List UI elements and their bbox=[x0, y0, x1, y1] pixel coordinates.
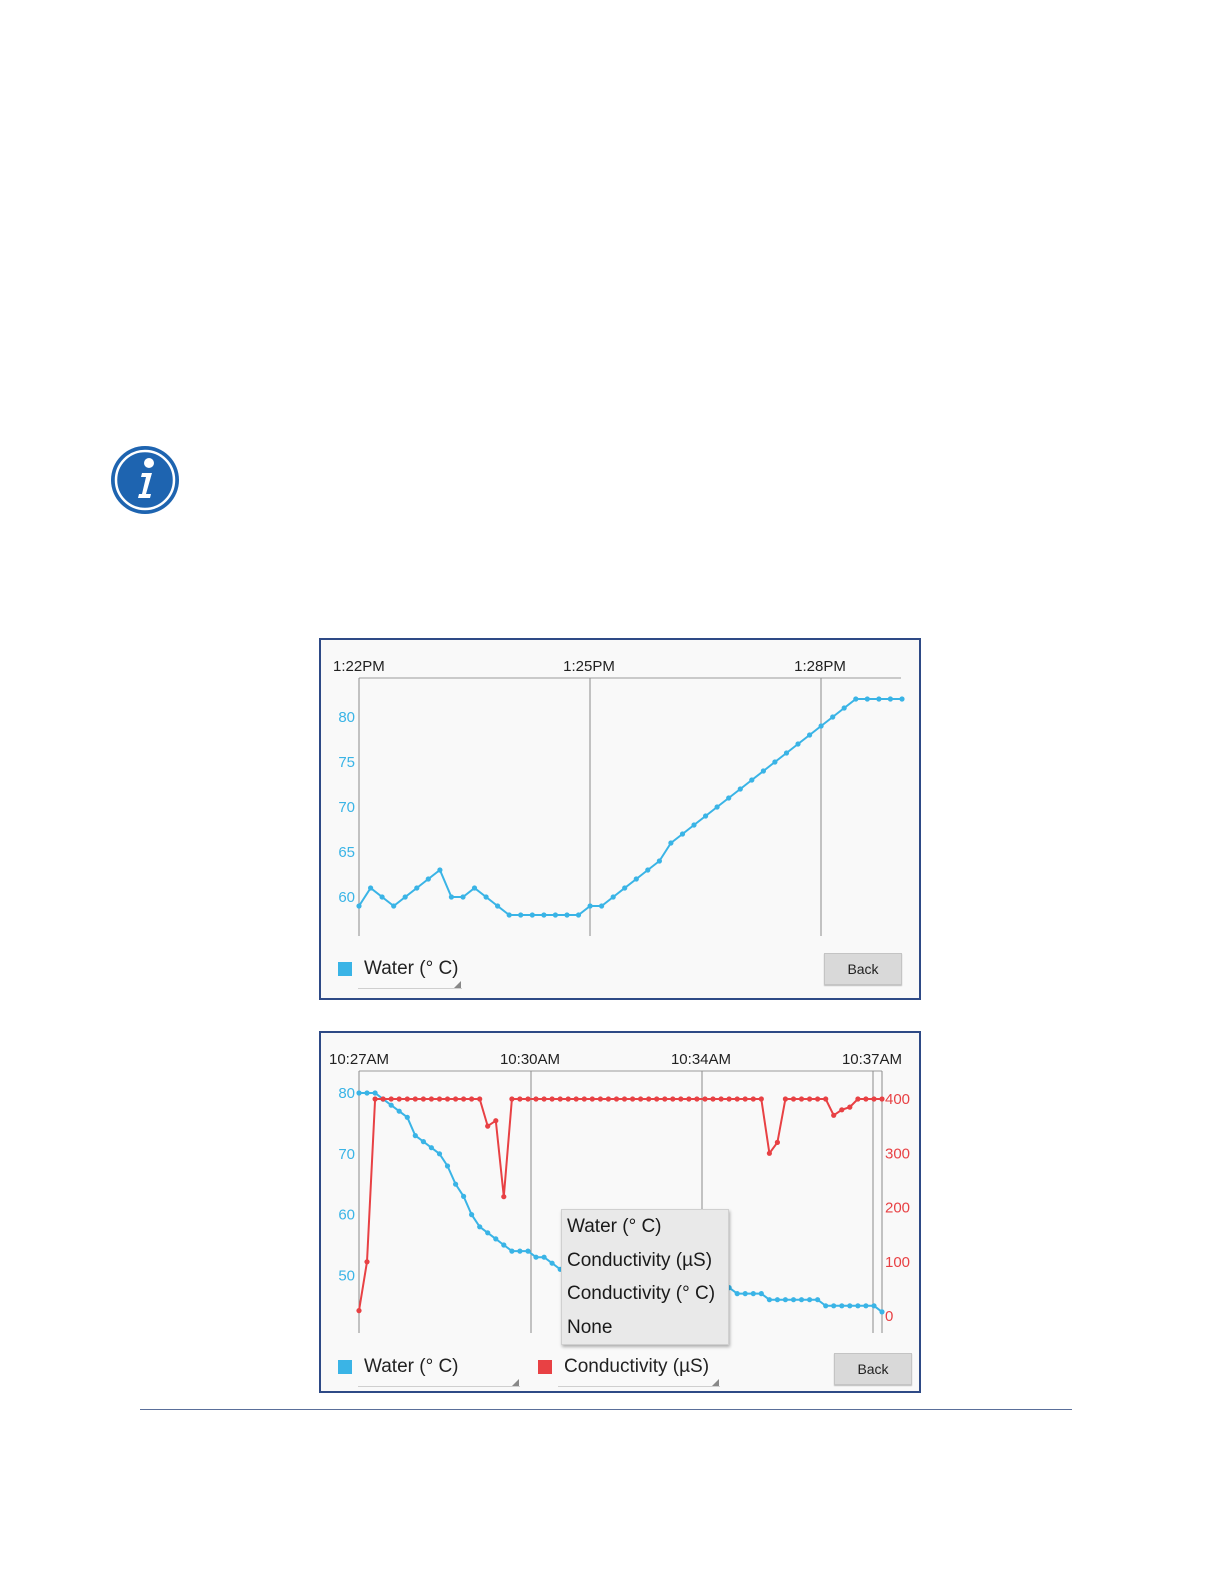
water-series-point bbox=[391, 903, 396, 908]
dropdown-option[interactable]: Water (° C) bbox=[567, 1216, 662, 1237]
water-series-point bbox=[668, 840, 673, 845]
time-label: 1:28PM bbox=[794, 658, 846, 675]
water-series-point bbox=[795, 741, 800, 746]
water-series-point bbox=[871, 1303, 876, 1308]
water-series-point bbox=[743, 1291, 748, 1296]
water-series-point bbox=[437, 1151, 442, 1156]
conductivity-series-point bbox=[815, 1096, 820, 1101]
conductivity-series-point bbox=[855, 1096, 860, 1101]
water-series-point bbox=[657, 858, 662, 863]
water-series-point bbox=[564, 912, 569, 917]
conductivity-series-point bbox=[662, 1096, 667, 1101]
conductivity-series-point bbox=[823, 1096, 828, 1101]
conductivity-series-point bbox=[517, 1096, 522, 1101]
water-series-point bbox=[784, 750, 789, 755]
back-button[interactable]: Back bbox=[834, 1353, 912, 1385]
spinner-corner-icon[interactable] bbox=[512, 1379, 519, 1386]
conductivity-series-point bbox=[839, 1107, 844, 1112]
conductivity-series-point bbox=[381, 1096, 386, 1101]
dropdown-option[interactable]: Conductivity (° C) bbox=[567, 1283, 716, 1304]
water-series-point bbox=[853, 696, 858, 701]
water-series-point bbox=[691, 822, 696, 827]
water-series-point bbox=[726, 795, 731, 800]
conductivity-series-point bbox=[678, 1096, 683, 1101]
water-series-point bbox=[414, 885, 419, 890]
conductivity-series-point bbox=[598, 1096, 603, 1101]
time-label: 1:22PM bbox=[333, 658, 385, 675]
conductivity-series-point bbox=[847, 1105, 852, 1110]
water-series-point bbox=[397, 1109, 402, 1114]
time-label: 10:27AM bbox=[329, 1051, 390, 1068]
time-label: 10:34AM bbox=[670, 1051, 732, 1068]
water-series-point bbox=[542, 1255, 547, 1260]
legend-swatch-water bbox=[338, 1360, 352, 1374]
water-series-point bbox=[767, 1297, 772, 1302]
y-tick-label: 80 bbox=[338, 709, 355, 726]
conductivity-series-point bbox=[622, 1096, 627, 1101]
water-series-point bbox=[863, 1303, 868, 1308]
water-series-point bbox=[484, 894, 489, 899]
y2-tick-label: 400 bbox=[885, 1091, 911, 1108]
water-series-point bbox=[461, 1194, 466, 1199]
water-series-point bbox=[855, 1303, 860, 1308]
water-series-point bbox=[530, 912, 535, 917]
y-tick-label: 60 bbox=[338, 889, 355, 906]
water-series-point bbox=[879, 1309, 884, 1314]
water-series-point bbox=[421, 1139, 426, 1144]
series-dropdown-menu[interactable] bbox=[561, 1209, 729, 1345]
conductivity-series-point bbox=[686, 1096, 691, 1101]
conductivity-series-point bbox=[533, 1096, 538, 1101]
time-label: 10:37AM bbox=[841, 1051, 903, 1068]
conductivity-series-point bbox=[727, 1096, 732, 1101]
dropdown-option[interactable]: None bbox=[567, 1316, 613, 1338]
water-series-point bbox=[525, 1249, 530, 1254]
conductivity-series-point bbox=[582, 1096, 587, 1101]
water-series-point bbox=[735, 1291, 740, 1296]
conductivity-series-point bbox=[501, 1194, 506, 1199]
conductivity-series-point bbox=[606, 1096, 611, 1101]
conductivity-series-point bbox=[445, 1096, 450, 1101]
conductivity-series-point bbox=[614, 1096, 619, 1101]
y-tick-label: 80 bbox=[338, 1085, 355, 1102]
conductivity-series-point bbox=[356, 1308, 361, 1313]
water-series-point bbox=[830, 714, 835, 719]
legend-swatch-water bbox=[338, 962, 352, 976]
legend-water[interactable] bbox=[338, 1356, 459, 1378]
water-series-point bbox=[791, 1297, 796, 1302]
legend-swatch-conductivity bbox=[538, 1360, 552, 1374]
y2-tick-label: 0 bbox=[885, 1308, 894, 1325]
water-series-point bbox=[759, 1291, 764, 1296]
water-series-point bbox=[876, 696, 881, 701]
water-series-point bbox=[541, 912, 546, 917]
water-series-point bbox=[772, 759, 777, 764]
conductivity-series-point bbox=[405, 1096, 410, 1101]
water-series-point bbox=[807, 1297, 812, 1302]
water-series-point bbox=[472, 885, 477, 890]
water-series-point bbox=[477, 1224, 482, 1229]
water-series-point bbox=[437, 867, 442, 872]
y2-tick-label: 200 bbox=[885, 1199, 911, 1217]
water-series-point bbox=[761, 768, 766, 773]
water-series-point bbox=[680, 831, 685, 836]
conductivity-series-point bbox=[477, 1096, 482, 1101]
conductivity-series-point bbox=[719, 1096, 724, 1101]
water-series-point bbox=[356, 903, 361, 908]
legend-water[interactable] bbox=[338, 958, 459, 980]
conductivity-series-point bbox=[550, 1096, 555, 1101]
conductivity-series-point bbox=[364, 1259, 369, 1264]
water-series-point bbox=[403, 894, 408, 899]
conductivity-series-point bbox=[469, 1096, 474, 1101]
water-series-point bbox=[738, 786, 743, 791]
conductivity-series-point bbox=[799, 1096, 804, 1101]
water-series-point bbox=[611, 894, 616, 899]
water-series-point bbox=[533, 1255, 538, 1260]
conductivity-series-point bbox=[493, 1118, 498, 1123]
time-label: 1:25PM bbox=[563, 658, 615, 675]
conductivity-series-point bbox=[735, 1096, 740, 1101]
conductivity-series-point bbox=[670, 1096, 675, 1101]
graph-panel-water bbox=[319, 638, 921, 1000]
y2-tick-label: 100 bbox=[885, 1253, 911, 1271]
conductivity-series-point bbox=[791, 1096, 796, 1101]
water-series-point bbox=[507, 912, 512, 917]
water-series-point bbox=[509, 1249, 514, 1254]
conductivity-series-point bbox=[759, 1096, 764, 1101]
conductivity-series-point bbox=[871, 1096, 876, 1101]
water-series-point bbox=[634, 876, 639, 881]
water-series-point bbox=[703, 813, 708, 818]
y2-tick-label: 300 bbox=[885, 1145, 911, 1163]
water-series-point bbox=[368, 885, 373, 890]
conductivity-series-point bbox=[630, 1096, 635, 1101]
conductivity-series-point bbox=[807, 1096, 812, 1101]
conductivity-series-point bbox=[863, 1096, 868, 1101]
water-chart bbox=[321, 640, 919, 998]
spinner-corner-icon[interactable] bbox=[454, 981, 461, 988]
conductivity-series-point bbox=[373, 1096, 378, 1101]
water-series-point bbox=[775, 1297, 780, 1302]
y-tick-label: 75 bbox=[338, 754, 355, 771]
water-series-point bbox=[842, 705, 847, 710]
water-series-point bbox=[356, 1090, 361, 1095]
conductivity-series-point bbox=[775, 1140, 780, 1145]
conductivity-series-point bbox=[574, 1096, 579, 1101]
water-series-point bbox=[819, 723, 824, 728]
conductivity-series-point bbox=[694, 1096, 699, 1101]
water-series-point bbox=[622, 885, 627, 890]
y-tick-label: 50 bbox=[338, 1267, 355, 1285]
conductivity-series-point bbox=[437, 1096, 442, 1101]
conductivity-series-point bbox=[646, 1096, 651, 1101]
info-icon bbox=[109, 444, 181, 516]
legend-conductivity[interactable] bbox=[538, 1356, 709, 1378]
water-series-point bbox=[429, 1145, 434, 1150]
conductivity-series-point bbox=[397, 1096, 402, 1101]
water-series-point bbox=[426, 876, 431, 881]
water-series-point bbox=[550, 1261, 555, 1266]
footer-divider bbox=[140, 1409, 1072, 1410]
water-series-point bbox=[588, 903, 593, 908]
time-label: 10:30AM bbox=[499, 1051, 561, 1068]
conductivity-series-point bbox=[566, 1096, 571, 1101]
water-series-point bbox=[645, 867, 650, 872]
water-series-point bbox=[831, 1303, 836, 1308]
water-series-point bbox=[783, 1297, 788, 1302]
water-series-point bbox=[599, 903, 604, 908]
water-series-point bbox=[380, 894, 385, 899]
water-series-point bbox=[749, 777, 754, 782]
legend-spinner-underline bbox=[558, 1386, 720, 1387]
conductivity-series-point bbox=[509, 1096, 514, 1101]
water-series-point bbox=[485, 1230, 490, 1235]
conductivity-series-point bbox=[654, 1096, 659, 1101]
conductivity-series-point bbox=[485, 1124, 490, 1129]
water-series-point bbox=[839, 1303, 844, 1308]
y-tick-label: 70 bbox=[338, 799, 355, 816]
conductivity-series-point bbox=[525, 1096, 530, 1101]
legend-label-conductivity: Conductivity (µS) bbox=[564, 1356, 710, 1377]
conductivity-series-point bbox=[542, 1096, 547, 1101]
water-series-point bbox=[389, 1103, 394, 1108]
water-series-point bbox=[518, 912, 523, 917]
water-series-point bbox=[865, 696, 870, 701]
water-series-point bbox=[469, 1212, 474, 1217]
water-series-point bbox=[751, 1291, 756, 1296]
conductivity-series-point bbox=[879, 1096, 884, 1101]
y-tick-label: 65 bbox=[338, 844, 355, 861]
water-series-point bbox=[413, 1133, 418, 1138]
conductivity-series-point bbox=[751, 1096, 756, 1101]
water-series-point bbox=[364, 1090, 369, 1095]
conductivity-series-point bbox=[767, 1151, 772, 1156]
water-series-point bbox=[823, 1303, 828, 1308]
conductivity-series-point bbox=[831, 1113, 836, 1118]
water-series-point bbox=[495, 903, 500, 908]
conductivity-series-point bbox=[453, 1096, 458, 1101]
water-series-point bbox=[807, 732, 812, 737]
legend-spinner-underline bbox=[358, 1386, 520, 1387]
conductivity-series-point bbox=[389, 1096, 394, 1101]
legend-label-water: Water (° C) bbox=[364, 1356, 459, 1377]
conductivity-series-point bbox=[558, 1096, 563, 1101]
back-button[interactable]: Back bbox=[824, 953, 902, 985]
conductivity-series-point bbox=[710, 1096, 715, 1101]
water-series-point bbox=[847, 1303, 852, 1308]
dropdown-option[interactable]: Conductivity (µS) bbox=[567, 1249, 713, 1271]
conductivity-series-point bbox=[421, 1096, 426, 1101]
water-series-point bbox=[815, 1297, 820, 1302]
conductivity-series-point bbox=[702, 1096, 707, 1101]
water-series-point bbox=[449, 894, 454, 899]
water-series-point bbox=[517, 1249, 522, 1254]
legend-spinner-underline bbox=[358, 988, 462, 989]
water-series-point bbox=[373, 1090, 378, 1095]
legend-label-water: Water (° C) bbox=[364, 958, 459, 979]
conductivity-series-point bbox=[638, 1096, 643, 1101]
water-series-point bbox=[553, 912, 558, 917]
water-series-point bbox=[405, 1115, 410, 1120]
conductivity-series-point bbox=[413, 1096, 418, 1101]
water-series-point bbox=[493, 1236, 498, 1241]
water-series-point bbox=[888, 696, 893, 701]
conductivity-series-point bbox=[743, 1096, 748, 1101]
conductivity-series-point bbox=[783, 1096, 788, 1101]
spinner-corner-icon[interactable] bbox=[712, 1379, 719, 1386]
y-tick-label: 70 bbox=[338, 1145, 355, 1163]
water-series-point bbox=[715, 804, 720, 809]
conductivity-series-point bbox=[590, 1096, 595, 1101]
water-series-point bbox=[501, 1242, 506, 1247]
water-series-point bbox=[453, 1182, 458, 1187]
graph-panel-water-conductivity bbox=[319, 1031, 921, 1393]
conductivity-series-point bbox=[461, 1096, 466, 1101]
y-tick-label: 60 bbox=[338, 1206, 355, 1224]
conductivity-series-point bbox=[429, 1096, 434, 1101]
water-series-point bbox=[799, 1297, 804, 1302]
water-series-point bbox=[576, 912, 581, 917]
water-series-point bbox=[899, 696, 904, 701]
water-series-point bbox=[460, 894, 465, 899]
water-series-point bbox=[445, 1163, 450, 1168]
